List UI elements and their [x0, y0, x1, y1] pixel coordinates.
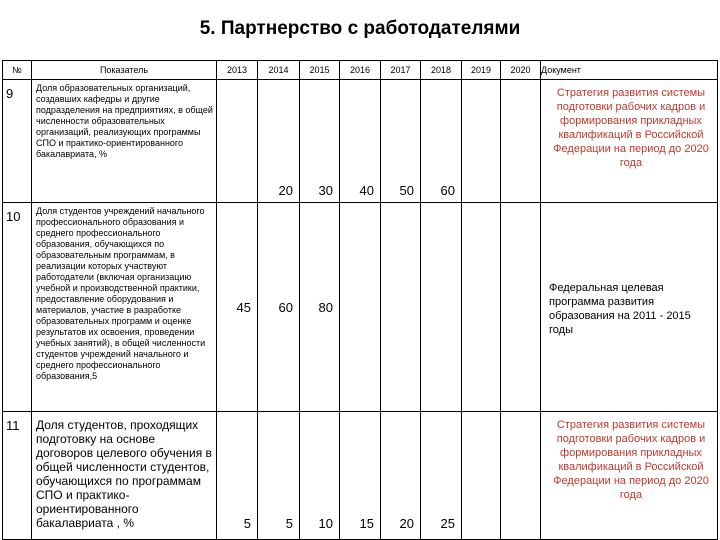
- header-year: 2016: [340, 61, 381, 80]
- row-value: 5: [217, 412, 258, 540]
- header-row: [3, 61, 718, 80]
- row-value: [501, 80, 541, 203]
- page-title: 5. Партнерство с работодателями: [199, 18, 521, 39]
- row-value: [340, 203, 381, 412]
- header-indicator: Показатель: [32, 61, 217, 80]
- row-value: [462, 80, 501, 203]
- header-year: 2013: [217, 61, 258, 80]
- row-value: 15: [340, 412, 381, 540]
- header-year: 2018: [421, 61, 462, 80]
- row-value: [501, 412, 541, 540]
- row-document: Федеральная целевая программа развития образования на 2011 - 2015 годы: [541, 203, 718, 412]
- header-document: Документ: [541, 61, 718, 80]
- row-indicator: Доля образовательных организаций, создавших кафедры и другие подразделения на предприятиях, в общей численности образовательных организаций, реализующих программы СПО и практико-ориентированного бакалавриата, %: [32, 80, 217, 203]
- header-year: 2020: [501, 61, 541, 80]
- row-value: 80: [300, 203, 340, 412]
- header-year: 2019: [462, 61, 501, 80]
- row-value: [217, 80, 258, 203]
- row-value: 40: [340, 80, 381, 203]
- row-indicator: Доля студентов учреждений начального профессионального образования и среднего профессионального образования, обучающихся по образовательным программам, в реализации которых участвуют работодатели (включая организацию учебной и производственной практики, предоставление оборудования и материалов, участие в разработке образовательных программ и оценке результатов их освоения, проведении учебных занятий), в общей численности студентов учреждений начального и среднего профессионального образования,5: [32, 203, 217, 412]
- row-value: 50: [381, 80, 421, 203]
- header-year: 2014: [258, 61, 300, 80]
- row-value: 25: [421, 412, 462, 540]
- table-row: [3, 80, 718, 203]
- header-num: №: [3, 61, 32, 80]
- row-value: 20: [258, 80, 300, 203]
- partnership-table: [2, 60, 718, 540]
- table-row: [3, 203, 718, 412]
- row-indicator: Доля студентов, проходящих подготовку на основе договоров целевого обучения в общей численности студентов, обучающихся по программам СПО и практико-ориентированного бакалавриата , %: [32, 412, 217, 540]
- row-value: [462, 412, 501, 540]
- row-value: [421, 203, 462, 412]
- row-number: 10: [3, 203, 32, 412]
- row-value: 10: [300, 412, 340, 540]
- row-value: 60: [421, 80, 462, 203]
- row-value: 30: [300, 80, 340, 203]
- header-year: 2015: [300, 61, 340, 80]
- row-number: 9: [3, 80, 32, 203]
- row-number: 11: [3, 412, 32, 540]
- row-value: 60: [258, 203, 300, 412]
- table-row: [3, 412, 718, 540]
- row-value: 20: [381, 412, 421, 540]
- row-value: 45: [217, 203, 258, 412]
- row-value: [462, 203, 501, 412]
- row-document: Стратегия развития системы подготовки рабочих кадров и формирования прикладных квалификаций в Российской Федерации на период до 2020 года: [541, 80, 718, 203]
- row-document: Стратегия развития системы подготовки рабочих кадров и формирования прикладных квалификаций в Российской Федерации на период до 2020 года: [541, 412, 718, 540]
- row-value: 5: [258, 412, 300, 540]
- row-value: [381, 203, 421, 412]
- header-year: 2017: [381, 61, 421, 80]
- row-value: [501, 203, 541, 412]
